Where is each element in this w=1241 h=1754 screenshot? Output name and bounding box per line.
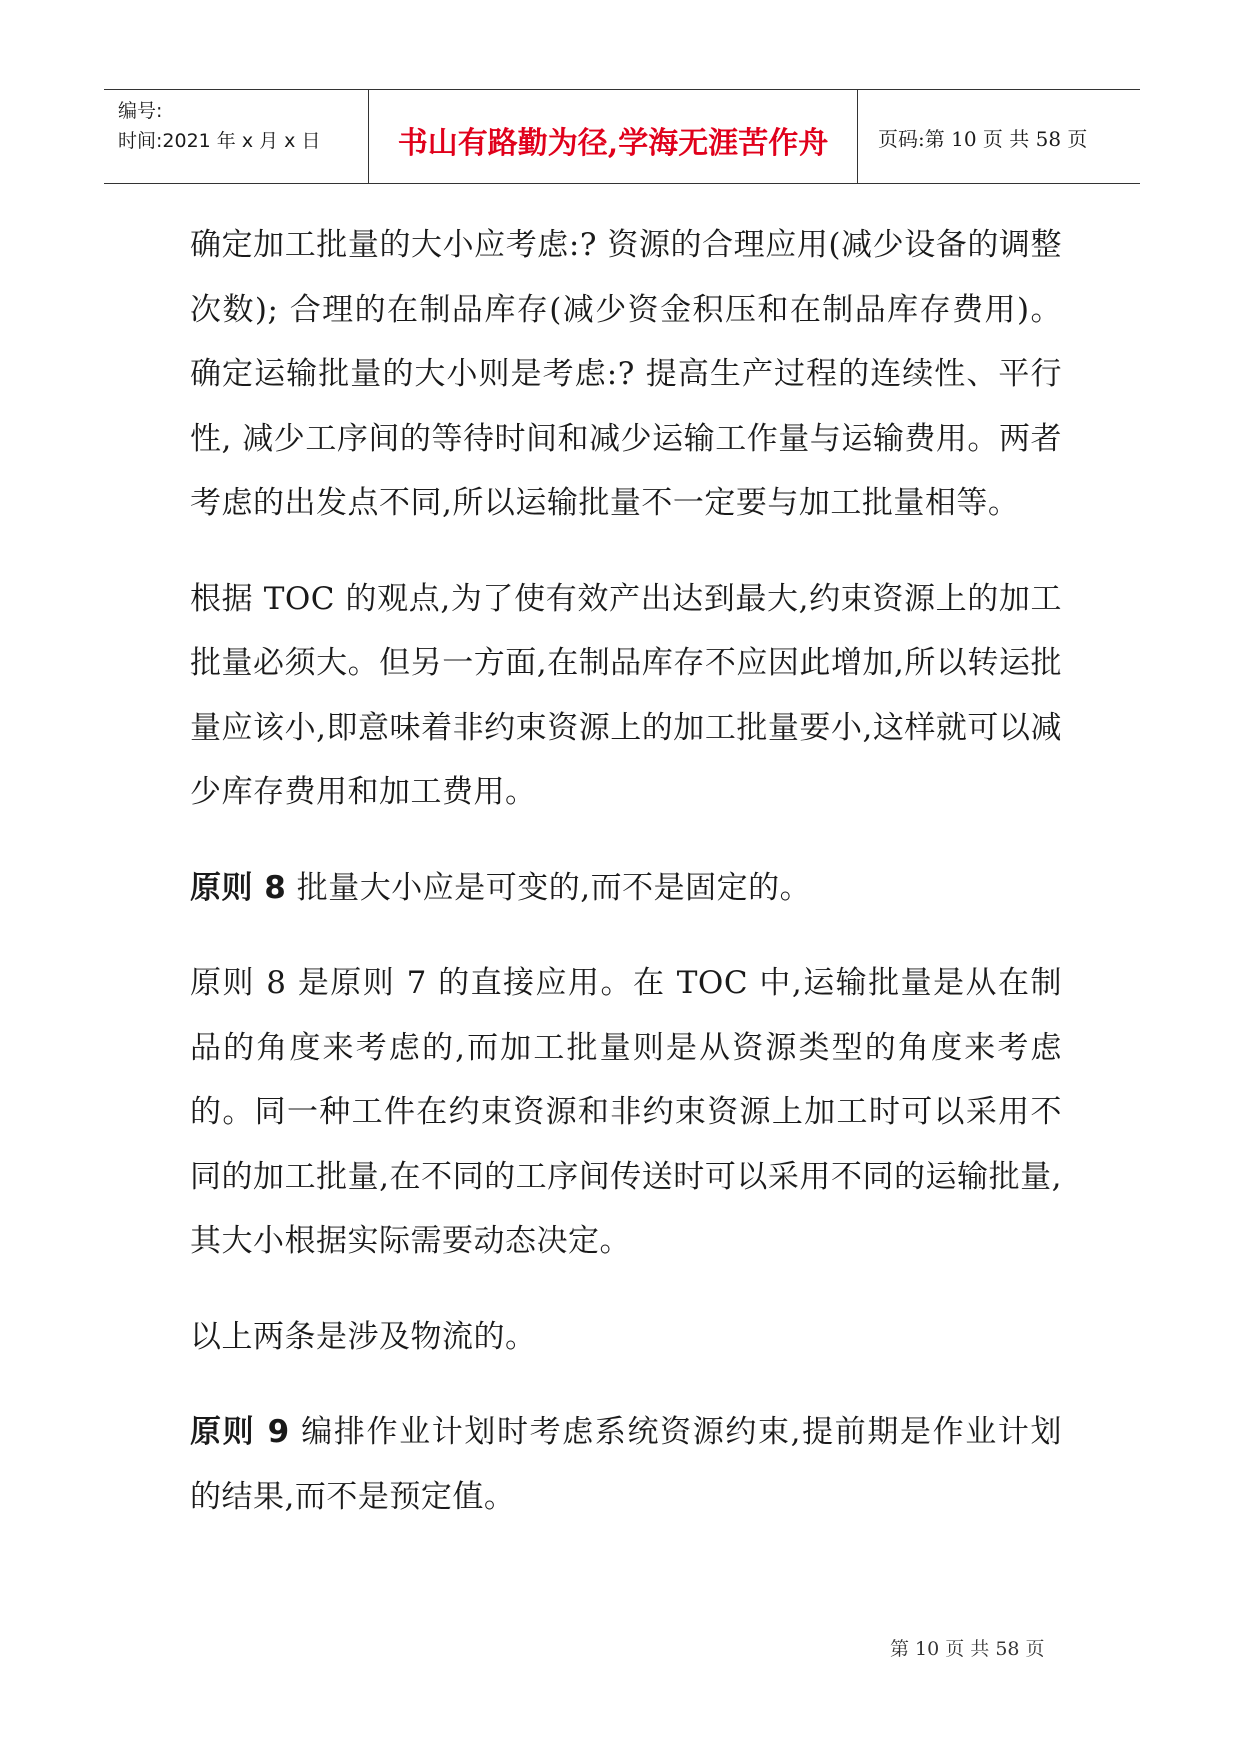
principle-heading: 原则 8 批量大小应是可变的,而不是固定的。 [190,869,812,906]
paragraph: 以上两条是涉及物流的。 [190,1318,537,1355]
principle-heading: 原则 9 编排作业计划时考虑系统资源约束,提前期是作业计划的结果,而不是预定值。 [190,1414,1062,1515]
header-motto: 书山有路勤为径,学海无涯苦作舟 [397,126,829,161]
document-number-label: 编号: [118,100,163,122]
document-body [190,213,1062,1560]
principle-label: 原则 8 [190,869,287,906]
paragraph: 根据 TOC 的观点,为了使有效产出达到最大,约束资源上的加工批量必须大。但另一方面,在制品库存不应因此增加,所以转运批量应该小,即意味着非约束资源上的加工批量要小,这样就可以减少库存费用和加工费用。 [190,580,1062,810]
page-header [104,89,1140,184]
paragraph: 原则 8 是原则 7 的直接应用。在 TOC 中,运输批量是从在制品的角度来考虑的,而加工批量则是从资源类型的角度来考虑的。同一种工件在约束资源和非约束资源上加工时可以采用不同的加工批量,在不同的工序间传送时可以采用不同的运输批量,其大小根据实际需要动态决定。 [190,965,1062,1259]
principle-label: 原则 9 [190,1414,290,1450]
header-meta-cell [104,90,368,183]
header-page-info: 页码:第 10 页 共 58 页 [878,127,1088,151]
paragraph: 确定加工批量的大小应考虑:? 资源的合理应用(减少设备的调整次数); 合理的在制品库存(减少资金积压和在制品库存费用)。确定运输批量的大小则是考虑:? 提高生产过程的连续性、平行性, 减少工序间的等待时间和减少运输工作量与运输费用。两者考虑的出发点不同,所以运输批量不一定要与加工批量相等。 [190,227,1062,521]
header-page-cell [858,90,1140,183]
document-time-label: 时间:2021 年 x 月 x 日 [118,130,321,152]
page-footer: 第 10 页 共 58 页 [890,1638,1045,1660]
header-motto-cell [368,90,858,183]
